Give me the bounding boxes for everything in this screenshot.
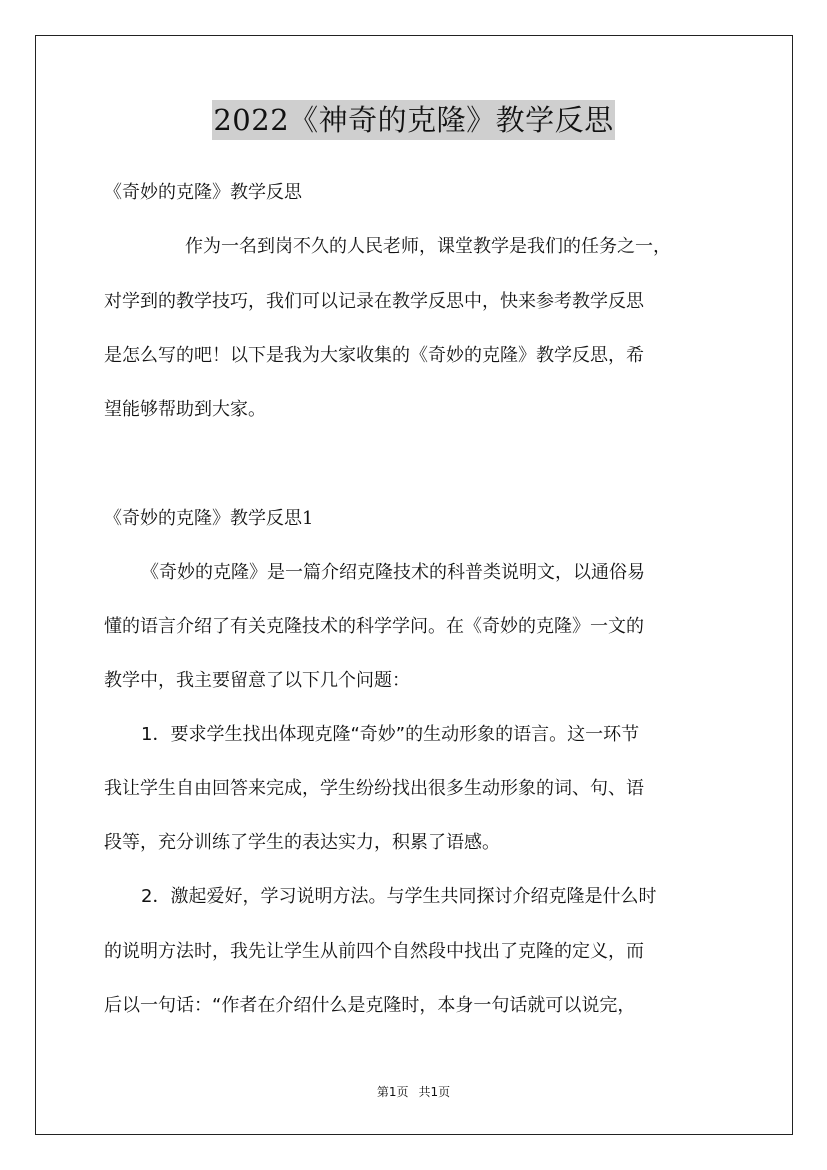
title-wrap xyxy=(0,100,827,140)
paragraph-line: 教学中，我主要留意了以下几个问题： xyxy=(104,670,410,691)
page-total: 共1页 xyxy=(418,1085,451,1099)
page-footer xyxy=(0,1083,827,1101)
paragraph-line: 懂的语言介绍了有关克隆技术的科学学问。在《奇妙的克隆》一文的 xyxy=(104,616,644,637)
paragraph-line: 对学到的教学技巧，我们可以记录在教学反思中，快来参考教学反思 xyxy=(104,291,644,312)
paragraph-line: 的说明方法时，我先让学生从前四个自然段中找出了克隆的定义，而 xyxy=(104,941,644,962)
list-item-1: 1．要求学生找出体现克隆“奇妙”的生动形象的语言。这一环节 xyxy=(141,724,640,745)
paragraph-line: 后以一句话：“作者在介绍什么是克隆时，本身一句话就可以说完， xyxy=(104,995,636,1016)
paragraph-line: 段等，充分训练了学生的表达实力，积累了语感。 xyxy=(104,832,500,853)
document-title: 2022《神奇的克隆》教学反思 xyxy=(212,100,614,140)
paragraph-line: 我让学生自由回答来完成，学生纷纷找出很多生动形象的词、句、语 xyxy=(104,778,644,799)
list-item-2: 2．激起爱好，学习说明方法。与学生共同探讨介绍克隆是什么时 xyxy=(141,886,657,907)
section-heading: 《奇妙的克隆》教学反思1 xyxy=(104,508,314,529)
page-number: 第1页 xyxy=(376,1085,409,1099)
paragraph-line: 作为一名到岗不久的人民老师，课堂教学是我们的任务之一， xyxy=(185,236,671,257)
paragraph-line: 是怎么写的吧！以下是我为大家收集的《奇妙的克隆》教学反思，希 xyxy=(104,345,644,366)
paragraph-line: 望能够帮助到大家。 xyxy=(104,399,266,420)
paragraph-line: 《奇妙的克隆》是一篇介绍克隆技术的科普类说明文，以通俗易 xyxy=(141,562,645,583)
intro-heading: 《奇妙的克隆》教学反思 xyxy=(104,182,302,203)
